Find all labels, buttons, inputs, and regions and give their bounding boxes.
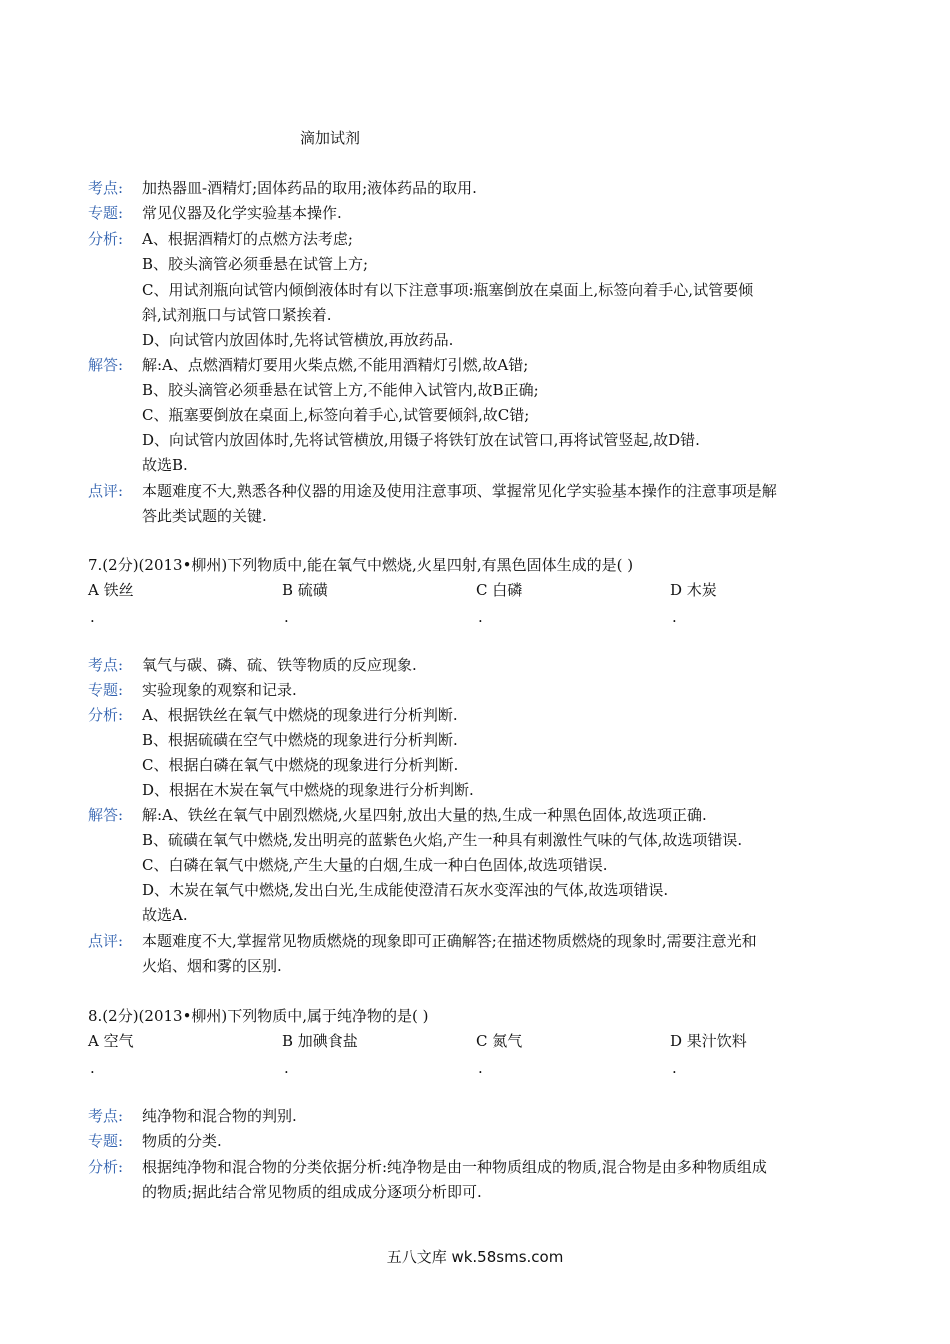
q8-option-d: D 果汁饮料 xyxy=(670,1032,747,1050)
q8-option-b: B 加碘食盐 xyxy=(282,1032,358,1050)
q6-kaodian-label: 考点: xyxy=(88,179,124,197)
q8-kaodian-label: 考点: xyxy=(88,1107,124,1125)
q6-dianping-line: 答此类试题的关键. xyxy=(142,507,267,525)
q7-fenxi-line: D、根据在木炭在氧气中燃烧的现象进行分析判断. xyxy=(142,781,474,799)
q7-kaodian-text: 氧气与碳、磷、硫、铁等物质的反应现象. xyxy=(142,656,417,674)
q7-fenxi-label: 分析: xyxy=(88,706,124,724)
q8-kaodian-text: 纯净物和混合物的判别. xyxy=(142,1107,297,1125)
q8-option-dot: . xyxy=(90,1059,95,1077)
q6-dianping-line: 本题难度不大,熟悉各种仪器的用途及使用注意事项、掌握常见化学实验基本操作的注意事项是解 xyxy=(142,482,777,500)
q6-fenxi-label: 分析: xyxy=(88,230,124,248)
q8-question: 8.(2分)(2013•柳州)下列物质中,属于纯净物的是( ) xyxy=(88,1007,429,1025)
q7-option-dot: . xyxy=(284,608,289,626)
q7-option-c: C 白磷 xyxy=(476,581,523,599)
q8-option-dot: . xyxy=(478,1059,483,1077)
q7-fenxi-line: B、根据硫磺在空气中燃烧的现象进行分析判断. xyxy=(142,731,458,749)
q6-fenxi-line: B、胶头滴管必须垂悬在试管上方; xyxy=(142,255,369,273)
q6-jieda-line: D、向试管内放固体时,先将试管横放,用镊子将铁钉放在试管口,再将试管竖起,故D错. xyxy=(142,431,700,449)
q6-zhuanti-text: 常见仪器及化学实验基本操作. xyxy=(142,204,342,222)
q6-kaodian-text: 加热器皿-酒精灯;固体药品的取用;液体药品的取用. xyxy=(142,179,477,197)
q7-jieda-line: C、白磷在氧气中燃烧,产生大量的白烟,生成一种白色固体,故选项错误. xyxy=(142,856,608,874)
q7-dianping-line: 本题难度不大,掌握常见物质燃烧的现象即可正确解答;在描述物质燃烧的现象时,需要注意光和 xyxy=(142,932,757,950)
q8-fenxi-label: 分析: xyxy=(88,1158,124,1176)
q7-jieda-line: B、硫磺在氧气中燃烧,发出明亮的蓝紫色火焰,产生一种具有刺激性气味的气体,故选项错误. xyxy=(142,831,743,849)
q6-jieda-line: 解:A、点燃酒精灯要用火柴点燃,不能用酒精灯引燃,故A错; xyxy=(142,356,529,374)
q7-jieda-line: D、木炭在氧气中燃烧,发出白光,生成能使澄清石灰水变浑浊的气体,故选项错误. xyxy=(142,881,669,899)
top-caption: 滴加试剂 xyxy=(300,129,361,147)
q7-zhuanti-label: 专题: xyxy=(88,681,124,699)
q7-dianping-label: 点评: xyxy=(88,932,124,950)
q8-option-a: A 空气 xyxy=(88,1032,134,1050)
q8-option-c: C 氮气 xyxy=(476,1032,523,1050)
q6-fenxi-line: A、根据酒精灯的点燃方法考虑; xyxy=(142,230,353,248)
q8-fenxi-line: 根据纯净物和混合物的分类依据分析:纯净物是由一种物质组成的物质,混合物是由多种物质组成 xyxy=(142,1158,767,1176)
q6-jieda-line: 故选B. xyxy=(142,456,188,474)
q8-option-dot: . xyxy=(672,1059,677,1077)
q7-question: 7.(2分)(2013•柳州)下列物质中,能在氧气中燃烧,火星四射,有黑色固体生成的是( ) xyxy=(88,556,634,574)
q6-fenxi-line: C、用试剂瓶向试管内倾倒液体时有以下注意事项:瓶塞倒放在桌面上,标签向着手心,试管要倾 xyxy=(142,281,754,299)
q6-fenxi-line: D、向试管内放固体时,先将试管横放,再放药品. xyxy=(142,331,454,349)
q6-jieda-line: C、瓶塞要倒放在桌面上,标签向着手心,试管要倾斜,故C错; xyxy=(142,406,530,424)
q7-jieda-label: 解答: xyxy=(88,806,124,824)
q8-fenxi-line: 的物质;据此结合常见物质的组成成分逐项分析即可. xyxy=(142,1183,482,1201)
q7-zhuanti-text: 实验现象的观察和记录. xyxy=(142,681,297,699)
q7-fenxi-line: A、根据铁丝在氧气中燃烧的现象进行分析判断. xyxy=(142,706,458,724)
q7-option-a: A 铁丝 xyxy=(88,581,134,599)
q8-option-dot: . xyxy=(284,1059,289,1077)
q6-dianping-label: 点评: xyxy=(88,482,124,500)
q8-zhuanti-text: 物质的分类. xyxy=(142,1132,222,1150)
q6-jieda-line: B、胶头滴管必须垂悬在试管上方,不能伸入试管内,故B正确; xyxy=(142,381,539,399)
q7-option-d: D 木炭 xyxy=(670,581,717,599)
q7-jieda-line: 解:A、铁丝在氧气中剧烈燃烧,火星四射,放出大量的热,生成一种黑色固体,故选项正确. xyxy=(142,806,707,824)
q7-option-dot: . xyxy=(478,608,483,626)
page-footer: 五八文库 wk.58sms.com xyxy=(386,1248,564,1266)
q7-kaodian-label: 考点: xyxy=(88,656,124,674)
q7-option-dot: . xyxy=(672,608,677,626)
q6-fenxi-line: 斜,试剂瓶口与试管口紧挨着. xyxy=(142,306,332,324)
q6-zhuanti-label: 专题: xyxy=(88,204,124,222)
q7-option-b: B 硫磺 xyxy=(282,581,328,599)
q6-jieda-label: 解答: xyxy=(88,356,124,374)
q7-fenxi-line: C、根据白磷在氧气中燃烧的现象进行分析判断. xyxy=(142,756,459,774)
q7-dianping-line: 火焰、烟和雾的区别. xyxy=(142,957,282,975)
q8-zhuanti-label: 专题: xyxy=(88,1132,124,1150)
q7-jieda-line: 故选A. xyxy=(142,906,188,924)
q7-option-dot: . xyxy=(90,608,95,626)
